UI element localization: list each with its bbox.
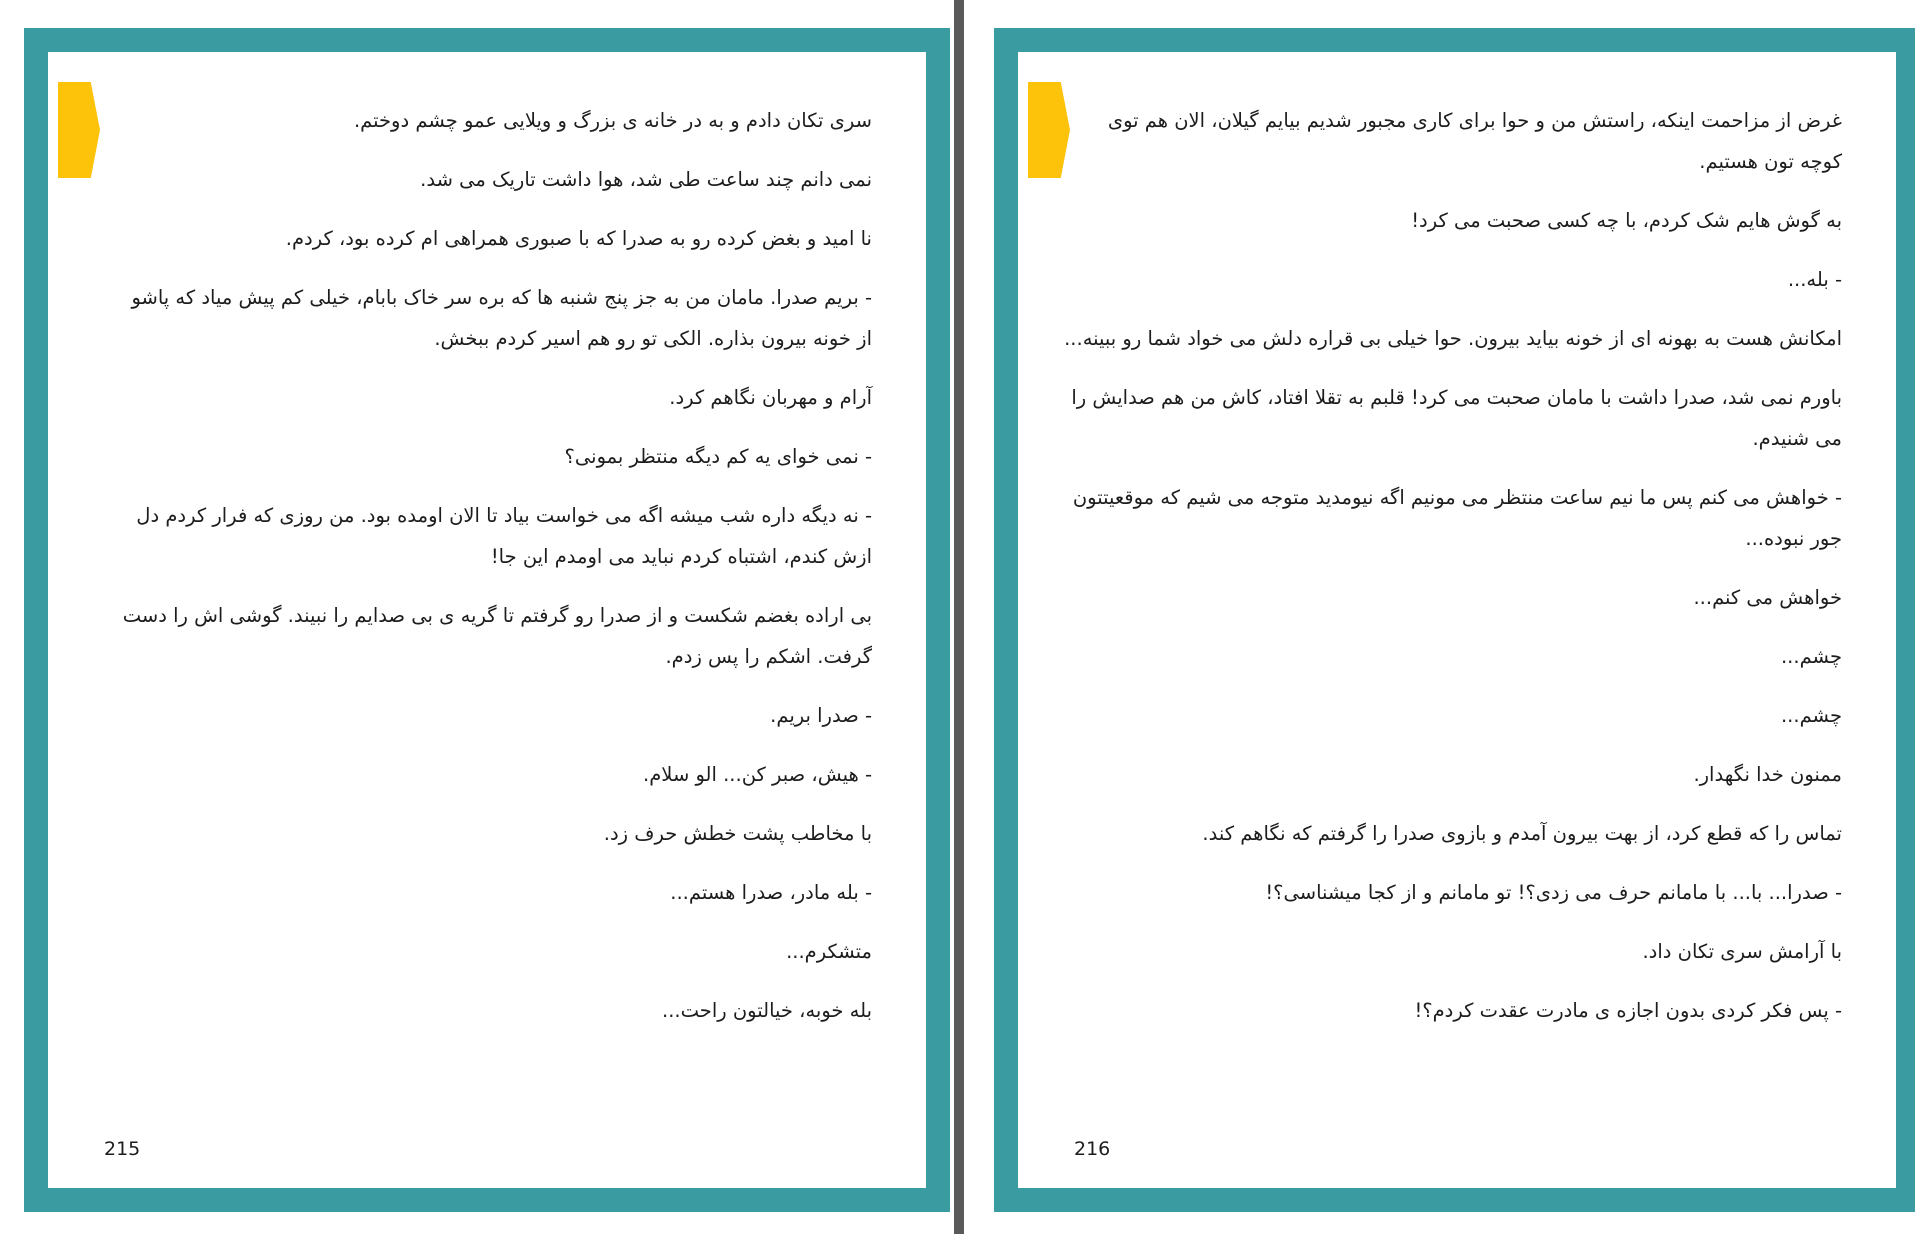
paragraph: نا امید و بغض کرده رو به صدرا که با صبوری همراهی ام کرده بود، کردم. — [285, 227, 872, 250]
paragraph: - صدرا بریم. — [770, 704, 872, 727]
paragraph: خواهش می کنم... — [1693, 586, 1842, 609]
paragraph: - بله مادر، صدرا هستم... — [670, 881, 872, 904]
paragraph: سری تکان دادم و به در خانه ی بزرگ و ویلایی عمو چشم دوختم. — [353, 109, 872, 132]
paragraph: - پس فکر کردی بدون اجازه ی مادرت عقدت کردم؟! — [1414, 999, 1842, 1022]
book-spine-divider — [954, 0, 964, 1234]
paragraph: - بریم صدرا. مامان من به جز پنج شنبه ها که بره سر خاک بابام، خیلی کم پیش میاد که پاشو از خونه بیرون بذاره. الکی تو رو هم اسیر کردم ببخش. — [131, 286, 872, 350]
paragraph: - نه دیگه داره شب میشه اگه می خواست بیاد تا الان اومده بود. من روزی که فرار کردم دل ازش کندم، اشتباه کردم نباید می اومدم این جا! — [136, 504, 872, 568]
paragraph: نمی دانم چند ساعت طی شد، هوا داشت تاریک می شد. — [420, 168, 872, 191]
paragraph: آرام و مهربان نگاهم کرد. — [669, 386, 872, 409]
paragraph: تماس را که قطع کرد، از بهت بیرون آمدم و بازوی صدرا را گرفتم که نگاهم کند. — [1202, 822, 1842, 845]
paragraph: امکانش هست به بهونه ای از خونه بیاید بیرون. حوا خیلی بی قراره دلش می خواد شما رو ببینه... — [1064, 327, 1842, 350]
page-text — [112, 100, 872, 1049]
paragraph: چشم... — [1780, 704, 1842, 727]
paragraph: با مخاطب پشت خطش حرف زد. — [603, 822, 872, 845]
page-content — [48, 52, 926, 1188]
paragraph: - نمی خوای یه کم دیگه منتظر بمونی؟ — [564, 445, 872, 468]
page-number: 215 — [104, 1138, 141, 1160]
page-215 — [24, 28, 950, 1212]
paragraph: بی اراده بغضم شکست و از صدرا رو گرفتم تا گریه ی بی صدایم را نبیند. گوشی اش را دست گرفت. اشکم را پس زدم. — [122, 604, 872, 668]
paragraph: - هیش، صبر کن... الو سلام. — [643, 763, 872, 786]
paragraph: بله خوبه، خیالتون راحت... — [662, 999, 872, 1022]
paragraph: - خواهش می کنم پس ما نیم ساعت منتظر می مونیم اگه نیومدید متوجه می شیم که موقعیتتون جور نبوده... — [1072, 486, 1842, 550]
paragraph: ممنون خدا نگهدار. — [1693, 763, 1842, 786]
page-number: 216 — [1074, 1138, 1111, 1160]
bookmark-tab-icon — [58, 82, 100, 178]
paragraph: باورم نمی شد، صدرا داشت با مامان صحبت می کرد! قلبم به تقلا افتاد، کاش من هم صدایش را می شنیدم. — [1071, 386, 1842, 450]
paragraph: - صدرا... با... با مامانم حرف می زدی؟! تو مامانم و از کجا میشناسی؟! — [1265, 881, 1842, 904]
paragraph: غرض از مزاحمت اینکه، راستش من و حوا برای کاری مجبور شدیم بیایم گیلان، الان هم توی کوچه تون هستیم. — [1107, 109, 1842, 173]
page-text — [1062, 100, 1842, 1049]
paragraph: چشم... — [1780, 645, 1842, 668]
page-216 — [994, 28, 1915, 1212]
paragraph: به گوش هایم شک کردم، با چه کسی صحبت می کرد! — [1411, 209, 1842, 232]
paragraph: - بله... — [1787, 268, 1842, 291]
paragraph: با آرامش سری تکان داد. — [1642, 940, 1842, 963]
paragraph: متشکرم... — [786, 940, 872, 963]
page-content — [1018, 52, 1896, 1188]
